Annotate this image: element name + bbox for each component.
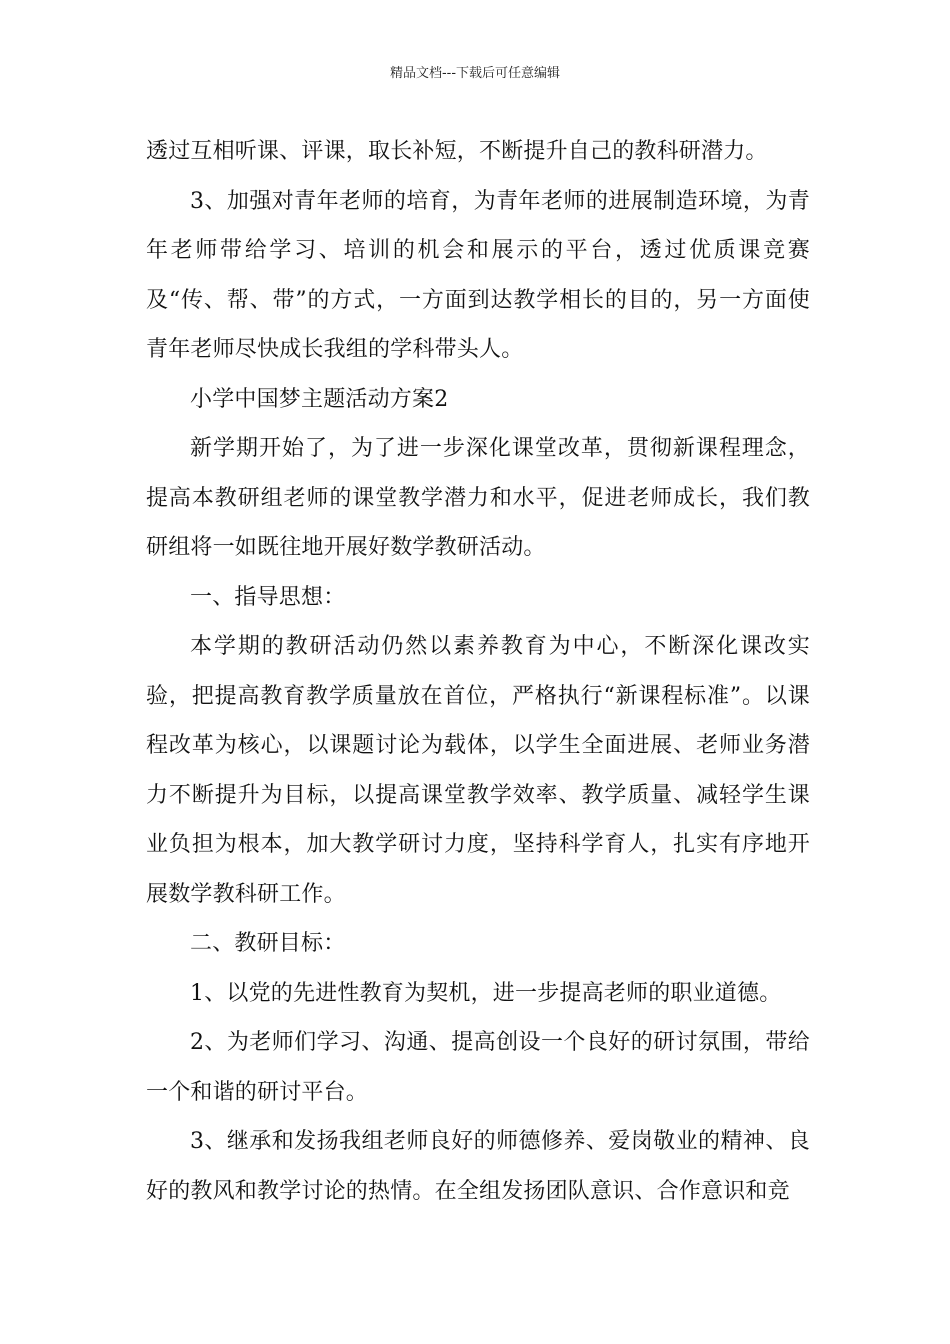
page-header: 精品文档---下载后可任意编辑	[389, 66, 561, 81]
heading-teaching-goals: 二、教研目标：	[190, 931, 346, 956]
paragraph-goal-2: 2、为老师们学习、沟通、提高创设一个良好的研讨氛围，带给一个和谐的研讨平台。	[146, 1030, 810, 1105]
paragraph-goal-3: 3、继承和发扬我组老师良好的师德修养、爱岗敬业的精神、良好的教风和教学讨论的热情。在全组发扬团队意识、合作意识和竞	[146, 1129, 810, 1204]
section-title: 小学中国梦主题活动方案2	[190, 386, 449, 412]
document-body	[146, 127, 810, 1216]
paragraph-item-3-young-teachers: 3、加强对青年老师的培育，为青年老师的进展制造环境，为青年老师带给学习、培训的机会和展示的平台，透过优质课竞赛及“传、帮、带”的方式，一方面到达教学相长的目的，另一方面使青年老师尽快成长我组的学科带头人。	[146, 188, 810, 362]
paragraph-intro: 新学期开始了，为了进一步深化课堂改革，贯彻新课程理念，提高本教研组老师的课堂教学潜力和水平，促进老师成长，我们教研组将一如既往地开展好数学教研活动。	[146, 436, 810, 560]
paragraph-continuation: 透过互相听课、评课，取长补短，不断提升自己的教科研潜力。	[146, 139, 768, 164]
heading-guiding-ideology: 一、指导思想：	[190, 584, 346, 610]
paragraph-goal-1: 1、以党的先进性教育为契机，进一步提高老师的职业道德。	[190, 980, 782, 1006]
paragraph-guiding-ideology: 本学期的教研活动仍然以素养教育为中心，不断深化课改实验，把提高教育教学质量放在首位，严格执行“新课程标准”。以课程改革为核心，以课题讨论为载体，以学生全面进展、老师业务潜力不断提升为目标，以提高课堂教学效率、教学质量、减轻学生课业负担为根本，加大教学研讨力度，坚持科学育人，扎实有序地开展数学教科研工作。	[146, 634, 810, 907]
